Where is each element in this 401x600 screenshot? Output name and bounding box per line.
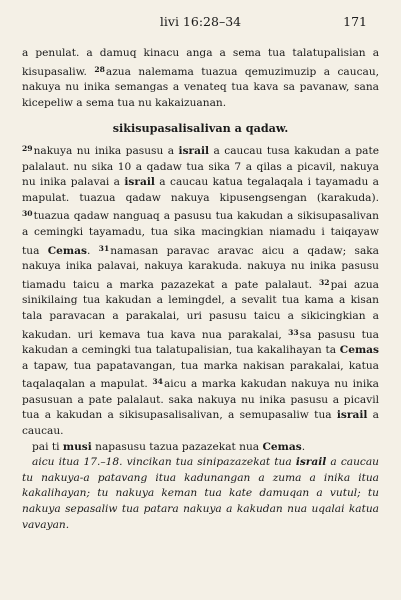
page-number: 171 (343, 14, 367, 29)
footnote-reference: aicu itua 17.–18. (32, 456, 123, 469)
chapter-reference: livi 16:28–34 (159, 14, 242, 29)
paragraph: $^{29}$nakuya nu inika pasusu a israil a caucau tusa kakudan a pate palalaut. nu sika 10 a qadaw tua sika 7 a qilas a picavil, nakuya nu inika palavai a israil a caucau katua tegalaqala i tayamadu a mapulat. tuazua qadaw nakuya kipusengsengan (karakuda). $^{30}$tuazua qadaw nanguaq a pasusu tua kakudan a sikisupasalivan a cemingki tayamadu, tua sika macingkian niamadu i taiqayaw tua Cemas. $^{31}$namasan paravac aravac aicu a qadaw; saka nakuya inika palavai, nakuya karakuda. nakuya nu inika pasusu tiamadu taicu a marka pazazekat a pate palalaut. $^{32}$pai azua sinikilaing tua kakudan a lemingdel, a sevalit tua kama a kisan tala paravacan a parakalai, uri pasusu taicu a sikicingkian a kakudan. uri kemava tua kava nua parakalai, $^{33}$sa pasusu tua kakudan a cemingki tua talatupalisian, tua kakalihayan ta Cemas a tapaw, tua papatavangan, tua marka nakisan parakalai, katua taqalaqalan a mapulat. $^{34}$aicu a marka kakudan nakuya nu inika pasusuan a pate palalaut. saka nakuya nu inika pasusu a picavil tua a kakudan a sikisupasalisalivan, a semupasaliw tua israil a caucau. (22, 143, 380, 438)
verse-number: 34 (152, 377, 163, 387)
footnote: aicu itua 17.–18. vincikan tua sinipazazekat tua israil a caucau tu nakuya-a patavang itua kadunangan a zuma a inika itua kakalihayan; tu nakuya keman tua kate damuqan a vutul; tu nakuya sepasaliw tua patara nakuya a kakudan nua uqalai katua vavayan. (22, 456, 379, 531)
scripture-text (22, 46, 379, 533)
verse-number: 32 (319, 277, 330, 287)
verse-text: azua nalemama tuazua qemuzimuzip a caucau, nakuya nu inika semangas a venateq tua kava sa pavanaw, sana kicepeliw a sema tua nu kakaizuanan. (22, 65, 380, 109)
paragraph-continuation: a penulat. a damuq kinacu anga a sema tua talatupalisian a kisupasaliw. $^{28}$azua nalemama tuazua qemuzimuzip a caucau, nakuya nu inika semangas a venateq tua kava sa pavanaw, sana kicepeliw a sema tua nu kakaizuanan. (22, 47, 380, 109)
page-header (22, 14, 379, 36)
verse-number: 28 (94, 64, 105, 74)
section-heading: sikisupasalisalivan a qadaw. (112, 121, 289, 136)
closing-sentence: pai ti musi napasusu tazua pazazekat nua Cemas. (32, 440, 306, 453)
verse-number: 31 (98, 243, 110, 253)
verse-number: 29 (22, 143, 33, 153)
verse-number: 33 (288, 327, 299, 337)
verse-number: 30 (22, 209, 33, 219)
